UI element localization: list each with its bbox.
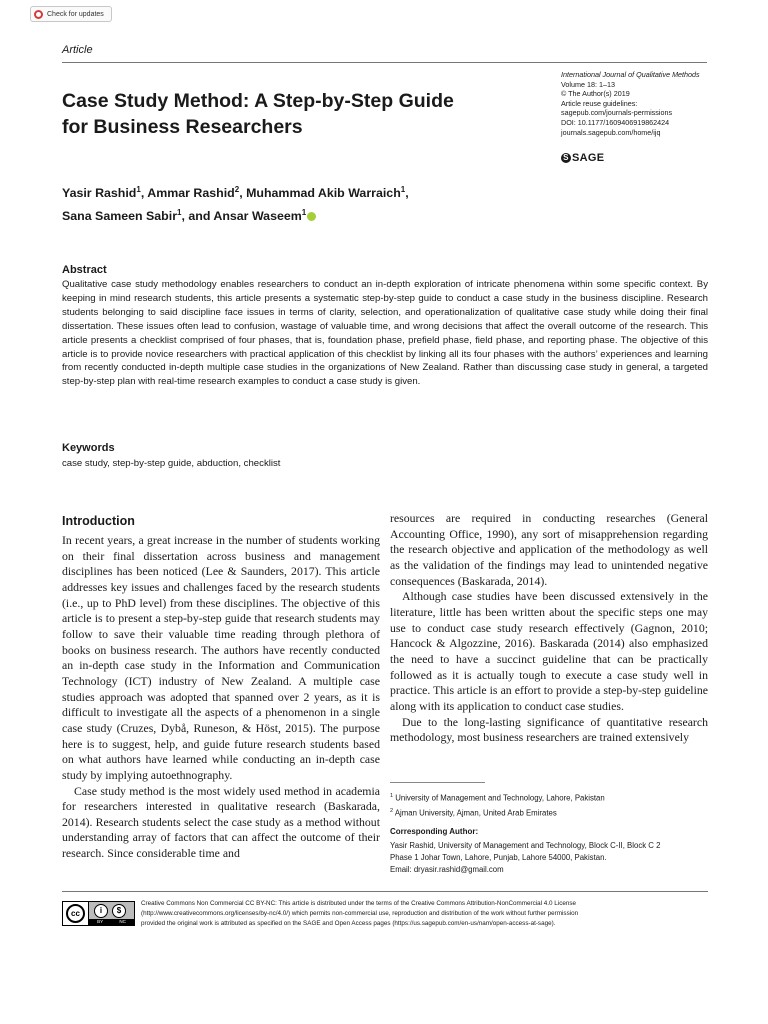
journal-permissions-link[interactable]: sagepub.com/journals-permissions bbox=[561, 108, 673, 118]
author: Yasir Rashid$^1$, bbox=[62, 185, 148, 201]
corresponding-author-details bbox=[390, 840, 710, 876]
article-title-line-2: for Business Researchers bbox=[62, 116, 303, 138]
journal-homepage-link[interactable]: journals.sagepub.com/home/ijq bbox=[561, 127, 661, 137]
body-column-left bbox=[62, 533, 380, 862]
sage-logo-text: SAGE bbox=[572, 152, 605, 164]
license-line: Creative Commons Non Commercial CC BY-NC: This article is distributed under the terms of the Creative Commons Attribution-NonCommercial 4.0 License bbox=[141, 900, 576, 907]
attribution-icon: i bbox=[94, 904, 108, 918]
footnote-divider bbox=[390, 782, 485, 783]
sage-logo bbox=[561, 152, 604, 164]
article-type-label: Article bbox=[62, 44, 93, 56]
keywords-heading: Keywords bbox=[62, 442, 115, 454]
check-for-updates-button[interactable] bbox=[30, 6, 112, 22]
author: Ammar Rashid$^2$, bbox=[147, 185, 247, 201]
cc-badge-strip: BY NC bbox=[89, 919, 134, 925]
corresponding-author-heading: Corresponding Author: bbox=[390, 827, 479, 836]
sage-s-icon: S bbox=[561, 153, 571, 163]
check-for-updates-label: Check for updates bbox=[47, 10, 104, 18]
license-line[interactable]: provided the original work is attributed as specified on the SAGE and Open Access pages (https://us.sagepub.com/en-us/nam/open-access-at-sage). bbox=[141, 919, 556, 927]
journal-doi[interactable]: DOI: 10.1177/1609406919862424 bbox=[561, 117, 670, 127]
author: Sana Sameen Sabir$^1$, and bbox=[62, 208, 214, 224]
header-divider bbox=[62, 62, 707, 63]
cc-icon: cc bbox=[63, 902, 89, 925]
abstract-text: Qualitative case study methodology enables researchers to conduct an in-depth exploration of intricate phenomena within some specific context. By keeping in mind research students, this article presents a systematic step-by-step guide to conduct a case study in the business discipline. Research students belonging to said discipline face issues in terms of clarity, selection, and operationalization of qualitative case study while doing their final dissertation. These issues often lead to confusion, wastage of valuable time, and wrong decisions that affect the overall outcome of the research. This article presents a checklist comprised of four phases, that is, foundation phase, prefield phase, field phase, and reporting phase. The objective of this article is to provide novice researchers with practical application of this checklist by linking all its four phases with the authors’ experiences and learning from recently conducted in-depth multiple case studies in the organizations of New Zealand. Rather than discussing case study in general, a targeted step-by-step plan with real-time research examples to conduct a case study is given. bbox=[62, 279, 708, 388]
crossmark-icon bbox=[34, 10, 43, 19]
affiliation-item: $^1$ University of Management and Technology, Lahore, Pakistan bbox=[390, 793, 605, 803]
journal-reuse-guidelines: Article reuse guidelines: bbox=[561, 98, 638, 108]
abstract-heading: Abstract bbox=[62, 264, 107, 276]
orcid-icon[interactable] bbox=[307, 212, 316, 221]
corresponding-author-address-2: Phase 1 Johar Town, Lahore, Punjab, Lahore 54000, Pakistan. bbox=[390, 853, 607, 862]
introduction-heading: Introduction bbox=[62, 514, 135, 528]
corresponding-author-address-1: Yasir Rashid, University of Management and Technology, Block C-II, Block C 2 bbox=[390, 841, 661, 850]
corresponding-author-email[interactable]: Email: dryasir.rashid@gmail.com bbox=[390, 865, 504, 874]
author-list bbox=[62, 180, 542, 226]
journal-copyright: © The Author(s) 2019 bbox=[561, 89, 630, 99]
author: Ansar Waseem$^1$ bbox=[213, 208, 307, 224]
cc-by-nc-badge[interactable] bbox=[62, 901, 135, 926]
body-paragraph: Due to the long-lasting significance of quantitative research methodology, most business researchers are trained extensively bbox=[390, 714, 708, 745]
journal-volume: Volume 18: 1–13 bbox=[561, 79, 615, 89]
article-title bbox=[62, 88, 532, 140]
affiliations bbox=[390, 790, 605, 819]
license-line[interactable]: (http://www.creativecommons.org/licenses/by-nc/4.0/) which permits non-commercial use, reproduction and distribution of the work without further permission bbox=[141, 909, 579, 917]
body-paragraph: resources are required in conducting researches (General Accounting Office, 1990), any sort of misapprehension regarding the research objective and application of the methodology as well as the validation of the findings may lead to unintended negative consequences (Baskarada, 2014). bbox=[390, 511, 708, 588]
author: Muhammad Akib Warraich$^1$, bbox=[246, 185, 409, 201]
license-divider bbox=[62, 891, 708, 892]
keywords-text: case study, step-by-step guide, abduction, checklist bbox=[62, 458, 281, 469]
body-column-right bbox=[390, 511, 708, 746]
body-paragraph: In recent years, a great increase in the number of students working on their final dissertation across business and management disciplines has been noticed (Lee & Saunders, 2017). This article addresses key issues and challenges faced by the research students (i.e., up to PhD level) from these disciplines. The objective of this article is to present a step-by-step guide that research students may follow to save their valuable time reading through plethora of books on business research. The authors have recently conducted an in-depth case study in the Information and Communication Technology (ICT) industry of New Zealand. A multiple case studies approach was adopted that spanned over 2 years, as it is difficult to investigate all the aspects of a phenomenon in a single case study (Cruzes, Dybå, Runeson, & Höst, 2015). The purpose here is to suggest, help, and guide future research students based on what authors have learned while conducting an in-depth case study by implying autoethnography. bbox=[62, 533, 380, 782]
noncommercial-icon: $ bbox=[112, 904, 126, 918]
body-paragraph: Although case studies have been discussed extensively in the literature, little has been written about the specific steps one may use to conduct case study research effectively (Gagnon, 2010; Hancock & Algozzine, 2016). Baskarada (2014) also emphasized the need to have a succinct guideline that can be practically followed as it is actually tough to execute a case study well in practice. This article is an effort to provide a step-by-step guideline along with its application to conduct case studies. bbox=[390, 589, 708, 713]
license-text bbox=[141, 899, 711, 928]
journal-name: International Journal of Qualitative Methods bbox=[561, 70, 700, 79]
body-paragraph: Case study method is the most widely used method in academia for researchers interested in qualitative research (Baskarada, 2014). Research students select the case study as a method without understanding array of factors that can affect the outcome of their research. Since considerable time and bbox=[62, 783, 380, 861]
article-title-line-1: Case Study Method: A Step-by-Step Guide bbox=[62, 90, 454, 112]
journal-info bbox=[561, 70, 721, 137]
affiliation-item: $^2$ Ajman University, Ajman, United Arab Emirates bbox=[390, 807, 557, 818]
